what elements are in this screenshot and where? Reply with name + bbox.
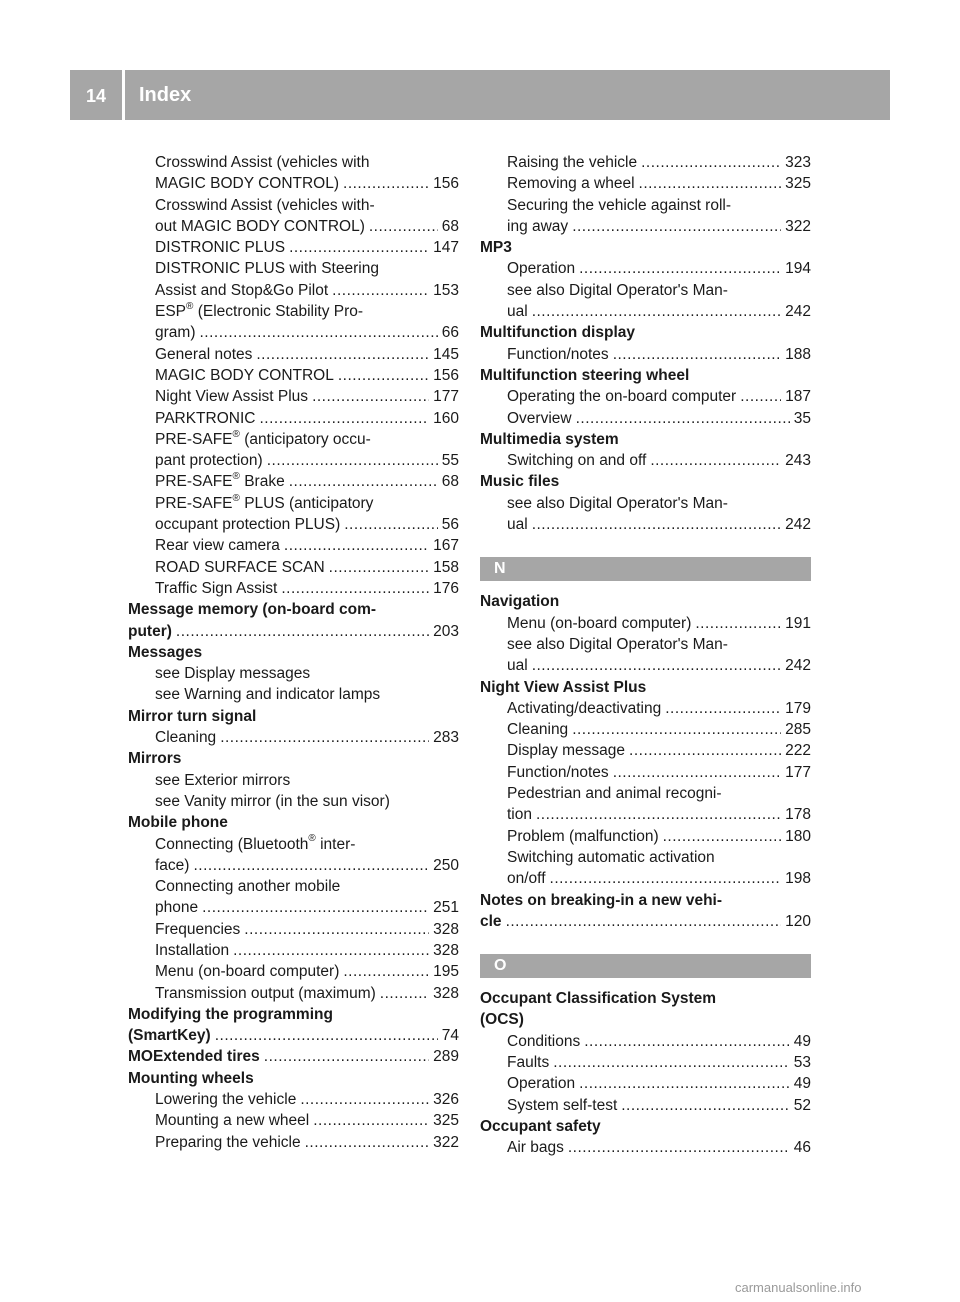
index-heading <box>128 1004 459 1025</box>
leader-dots <box>572 216 781 237</box>
entry-text: Connecting (Bluetooth® inter- <box>155 833 356 853</box>
entry-text: Message memory (on-board com- <box>128 601 377 619</box>
entry-text: Conditions <box>507 1032 581 1050</box>
index-entry <box>128 152 459 173</box>
page-reference: 251 <box>433 899 459 917</box>
leader-dots <box>305 1132 430 1153</box>
page-reference: 326 <box>433 1091 459 1109</box>
page-reference: 160 <box>433 409 459 427</box>
entry-text: (OCS) <box>480 1011 524 1029</box>
index-entry <box>128 897 459 918</box>
leader-dots <box>176 621 429 642</box>
entry-text: Faults <box>507 1053 550 1071</box>
index-entry <box>480 613 811 634</box>
index-entry <box>480 634 811 655</box>
index-entry <box>480 719 811 740</box>
index-entry <box>128 557 459 578</box>
entry-text: PRE-SAFE® (anticipatory occu- <box>155 428 371 448</box>
entry-text: Cleaning <box>155 729 217 747</box>
entry-text: Operating the on-board computer <box>507 388 737 406</box>
entry-text: see Exterior mirrors <box>155 771 291 789</box>
index-entry <box>480 301 811 322</box>
entry-text: Night View Assist Plus <box>155 388 309 406</box>
entry-text: Preparing the vehicle <box>155 1133 301 1151</box>
leader-dots <box>256 344 429 365</box>
leader-dots <box>553 1052 790 1073</box>
leader-dots <box>312 386 429 407</box>
index-entry <box>128 301 459 322</box>
index-heading <box>128 748 459 769</box>
leader-dots <box>281 578 429 599</box>
index-entry <box>128 876 459 897</box>
leader-dots <box>202 897 429 918</box>
page-reference: 198 <box>785 870 811 888</box>
index-entry <box>480 408 811 429</box>
leader-dots <box>329 557 429 578</box>
page-reference: 46 <box>793 1139 811 1157</box>
index-heading <box>480 429 811 450</box>
page-reference: 242 <box>785 303 811 321</box>
entry-text: cle <box>480 912 502 930</box>
index-entry <box>128 1089 459 1110</box>
page-header <box>70 70 890 120</box>
index-entry <box>128 1132 459 1153</box>
entry-text: System self-test <box>507 1096 618 1114</box>
entry-text: pant protection) <box>155 452 263 470</box>
index-heading <box>128 642 459 663</box>
watermark: carmanualsonline.info <box>735 1280 862 1295</box>
entry-text: Menu (on-board computer) <box>507 614 692 632</box>
entry-text: Display message <box>507 742 626 760</box>
entry-text: Overview <box>507 409 572 427</box>
entry-text: PARKTRONIC <box>155 409 256 427</box>
entry-text: Navigation <box>480 593 560 611</box>
leader-dots <box>639 173 782 194</box>
entry-text: Activating/deactivating <box>507 699 662 717</box>
entry-text: DISTRONIC PLUS with Steering <box>155 260 379 278</box>
leader-dots <box>613 762 781 783</box>
index-entry <box>128 195 459 216</box>
entry-text: gram) <box>155 324 196 342</box>
page-reference: 167 <box>433 537 459 555</box>
page-reference: 177 <box>785 763 811 781</box>
index-entry <box>128 450 459 471</box>
leader-dots <box>584 1031 790 1052</box>
page-reference: 242 <box>785 657 811 675</box>
index-entry <box>480 655 811 676</box>
entry-text: see also Digital Operator's Man- <box>507 635 728 653</box>
page-reference: 222 <box>785 742 811 760</box>
entry-text: see Vanity mirror (in the sun visor) <box>155 792 390 810</box>
index-entry <box>128 791 459 812</box>
leader-dots <box>244 919 429 940</box>
index-entry <box>128 727 459 748</box>
page-reference: 55 <box>441 452 459 470</box>
page-number: 14 <box>70 70 125 120</box>
index-heading <box>480 591 811 612</box>
entry-text: Mirrors <box>128 750 182 768</box>
entry-text: ROAD SURFACE SCAN <box>155 558 325 576</box>
leader-dots <box>193 855 429 876</box>
entry-text: MP3 <box>480 239 512 257</box>
entry-text: Mounting a new wheel <box>155 1112 310 1130</box>
entry-text: Pedestrian and animal recogni- <box>507 785 722 803</box>
entry-text: see Display messages <box>155 665 311 683</box>
index-entry <box>128 386 459 407</box>
leader-dots <box>695 613 781 634</box>
leader-dots <box>215 1025 438 1046</box>
index-entry <box>128 855 459 876</box>
leader-dots <box>629 740 781 761</box>
index-heading <box>480 911 811 932</box>
entry-text: ual <box>507 303 528 321</box>
page-reference: 66 <box>441 324 459 342</box>
index-entry <box>480 804 811 825</box>
index-entry <box>480 493 811 514</box>
page-reference: 147 <box>433 239 459 257</box>
index-entry <box>480 740 811 761</box>
index-entry <box>480 514 811 535</box>
leader-dots <box>259 408 429 429</box>
leader-dots <box>369 216 438 237</box>
index-heading <box>128 1068 459 1089</box>
entry-text: Raising the vehicle <box>507 154 638 171</box>
index-entry <box>128 258 459 279</box>
index-entry <box>128 919 459 940</box>
section-letter-n: N <box>480 557 811 581</box>
index-entry <box>480 868 811 889</box>
entry-text: Transmission output (maximum) <box>155 984 376 1002</box>
index-entry <box>128 961 459 982</box>
leader-dots <box>572 719 781 740</box>
entry-text: out MAGIC BODY CONTROL) <box>155 217 365 235</box>
entry-text: Night View Assist Plus <box>480 678 647 696</box>
leader-dots <box>532 514 781 535</box>
entry-text: Traffic Sign Assist <box>155 579 278 597</box>
page-reference: 156 <box>433 175 459 193</box>
page-reference: 176 <box>433 579 459 597</box>
entry-text: Assist and Stop&Go Pilot <box>155 281 329 299</box>
entry-text: Modifying the programming <box>128 1005 333 1023</box>
entry-text: MAGIC BODY CONTROL) <box>155 175 340 193</box>
entry-text: face) <box>155 856 190 874</box>
index-entry <box>480 826 811 847</box>
index-entry <box>128 684 459 705</box>
index-entry <box>480 1073 811 1094</box>
leader-dots <box>380 983 429 1004</box>
index-entry <box>480 450 811 471</box>
entry-text: Lowering the vehicle <box>155 1091 297 1109</box>
index-entry <box>128 535 459 556</box>
entry-text: Function/notes <box>507 345 609 363</box>
page-reference: 322 <box>785 217 811 235</box>
entry-text: Air bags <box>507 1139 564 1157</box>
index-entry <box>480 258 811 279</box>
leader-dots <box>332 280 429 301</box>
entry-text: see also Digital Operator's Man- <box>507 494 728 512</box>
entry-text: PRE-SAFE® Brake <box>155 471 285 491</box>
page-reference: 177 <box>433 388 459 406</box>
page-reference: 194 <box>785 260 811 278</box>
entry-text: Frequencies <box>155 920 241 938</box>
index-heading <box>480 677 811 698</box>
entry-text: Occupant safety <box>480 1117 601 1135</box>
leader-dots <box>641 152 781 173</box>
index-entry <box>128 471 459 492</box>
leader-dots <box>576 408 790 429</box>
page-title: Index <box>139 83 192 106</box>
index-entry <box>480 344 811 365</box>
index-heading <box>480 988 811 1009</box>
index-entry <box>128 365 459 386</box>
leader-dots <box>532 301 781 322</box>
page-reference: 325 <box>785 175 811 193</box>
leader-dots <box>343 173 429 194</box>
index-entry <box>128 663 459 684</box>
leader-dots <box>267 450 438 471</box>
index-entry <box>128 514 459 535</box>
page-reference: 156 <box>433 366 459 384</box>
leader-dots <box>300 1089 429 1110</box>
entry-text: Switching automatic activation <box>507 848 715 866</box>
entry-text: Operation <box>507 1075 576 1093</box>
leader-dots <box>550 868 782 889</box>
entry-text: ESP® (Electronic Stability Pro- <box>155 300 364 321</box>
entry-text: Cleaning <box>507 721 569 739</box>
entry-text: DISTRONIC PLUS <box>155 239 286 257</box>
index-entry <box>128 1110 459 1131</box>
index-entry <box>128 173 459 194</box>
entry-text: Function/notes <box>507 763 609 781</box>
entry-text: see also Digital Operator's Man- <box>507 281 728 299</box>
index-entry <box>128 770 459 791</box>
index-entry <box>480 762 811 783</box>
entry-text: tion <box>507 806 532 824</box>
index-entry <box>128 408 459 429</box>
entry-text: PRE-SAFE® PLUS (anticipatory <box>155 492 374 512</box>
index-entry <box>128 280 459 301</box>
leader-dots <box>740 386 781 407</box>
index-heading <box>480 322 811 343</box>
leader-dots <box>313 1110 429 1131</box>
index-heading <box>480 1009 811 1030</box>
page-reference: 328 <box>433 941 459 959</box>
page-reference: 74 <box>441 1027 459 1045</box>
leader-dots <box>568 1137 790 1158</box>
index-heading <box>480 1116 811 1137</box>
index-heading <box>128 706 459 727</box>
leader-dots <box>579 258 781 279</box>
page-reference: 195 <box>433 963 459 981</box>
page-reference: 53 <box>793 1053 811 1071</box>
leader-dots <box>289 237 429 258</box>
leader-dots <box>650 450 781 471</box>
index-entry <box>480 847 811 868</box>
entry-text: MOExtended tires <box>128 1048 260 1066</box>
entry-text: Operation <box>507 260 576 278</box>
entry-text: see Warning and indicator lamps <box>155 686 381 704</box>
page-reference: 145 <box>433 345 459 363</box>
page-reference: 153 <box>433 281 459 299</box>
index-entry <box>480 216 811 237</box>
entry-text: Removing a wheel <box>507 175 635 193</box>
entry-text: Securing the vehicle against roll- <box>507 196 732 214</box>
index-heading <box>128 599 459 620</box>
entry-text: Music files <box>480 473 560 491</box>
index-heading <box>128 812 459 833</box>
page-reference: 178 <box>785 806 811 824</box>
entry-text: General notes <box>155 345 253 363</box>
entry-text: ual <box>507 657 528 675</box>
entry-text: occupant protection PLUS) <box>155 516 341 534</box>
index-entry <box>128 493 459 514</box>
entry-text: ing away <box>507 217 569 235</box>
entry-text: Crosswind Assist (vehicles with <box>155 154 370 171</box>
page-reference: 180 <box>785 827 811 845</box>
page-reference: 328 <box>433 984 459 1002</box>
index-entry <box>480 173 811 194</box>
leader-dots <box>579 1073 790 1094</box>
entry-text: on/off <box>507 870 546 888</box>
entry-text: (SmartKey) <box>128 1027 211 1045</box>
page-reference: 283 <box>433 729 459 747</box>
leader-dots <box>344 514 438 535</box>
entry-text: Problem (malfunction) <box>507 827 659 845</box>
page-reference: 289 <box>433 1048 459 1066</box>
index-heading <box>128 1046 459 1067</box>
page-reference: 322 <box>433 1133 459 1151</box>
page-reference: 191 <box>785 614 811 632</box>
section-letter-o: O <box>480 954 811 978</box>
entry-text: Rear view camera <box>155 537 280 555</box>
page-reference: 35 <box>793 409 811 427</box>
leader-dots <box>289 471 438 492</box>
page-reference: 52 <box>793 1096 811 1114</box>
entry-text: Occupant Classification System <box>480 990 717 1008</box>
index-heading <box>480 365 811 386</box>
page-reference: 243 <box>785 452 811 470</box>
entry-text: phone <box>155 899 199 917</box>
index-heading <box>480 471 811 492</box>
index-entry <box>128 834 459 855</box>
entry-text: MAGIC BODY CONTROL <box>155 366 334 384</box>
entry-text: Menu (on-board computer) <box>155 963 340 981</box>
page-reference: 49 <box>793 1032 811 1050</box>
index-entry <box>128 216 459 237</box>
index-entry <box>128 983 459 1004</box>
page-reference: 68 <box>441 473 459 491</box>
page-reference: 323 <box>785 154 811 171</box>
page-reference: 179 <box>785 699 811 717</box>
page-reference: 328 <box>433 920 459 938</box>
leader-dots <box>233 940 429 961</box>
index-entry <box>480 280 811 301</box>
leader-dots <box>284 535 429 556</box>
entry-text: Notes on breaking-in a new vehi- <box>480 891 723 909</box>
entry-text: Messages <box>128 643 203 661</box>
entry-text: Mobile phone <box>128 814 228 832</box>
index-entry <box>480 152 811 173</box>
index-entry <box>480 195 811 216</box>
leader-dots <box>665 698 781 719</box>
index-heading <box>128 1025 459 1046</box>
page-reference: 49 <box>793 1075 811 1093</box>
entry-text: Mounting wheels <box>128 1069 254 1087</box>
page-reference: 120 <box>785 912 811 930</box>
leader-dots <box>220 727 429 748</box>
index-entry <box>128 344 459 365</box>
page-reference: 285 <box>785 721 811 739</box>
page-reference: 250 <box>433 856 459 874</box>
index-entry <box>128 578 459 599</box>
page-reference: 158 <box>433 558 459 576</box>
entry-text: Mirror turn signal <box>128 707 257 725</box>
leader-dots <box>264 1046 429 1067</box>
index-heading <box>128 621 459 642</box>
page-reference: 188 <box>785 345 811 363</box>
leader-dots <box>621 1095 790 1116</box>
index-heading <box>480 890 811 911</box>
entry-text: Switching on and off <box>507 452 647 470</box>
index-entry <box>480 1031 811 1052</box>
entry-text: Multifunction steering wheel <box>480 366 690 384</box>
entry-text: Multimedia system <box>480 430 619 448</box>
page-reference: 68 <box>441 217 459 235</box>
page-reference: 203 <box>433 622 459 640</box>
index-column-right <box>480 152 811 1158</box>
index-entry <box>480 1095 811 1116</box>
entry-text: Installation <box>155 941 230 959</box>
index-heading <box>480 237 811 258</box>
leader-dots <box>199 322 437 343</box>
leader-dots <box>663 826 782 847</box>
index-entry <box>480 1137 811 1158</box>
index-entry <box>128 322 459 343</box>
index-entry <box>128 237 459 258</box>
entry-text: Connecting another mobile <box>155 878 341 896</box>
index-entry <box>480 386 811 407</box>
entry-text: ual <box>507 516 528 534</box>
entry-text: puter) <box>128 622 172 640</box>
leader-dots <box>506 911 782 932</box>
index-entry <box>128 429 459 450</box>
index-column-left <box>128 152 459 1153</box>
leader-dots <box>343 961 429 982</box>
index-entry <box>480 1052 811 1073</box>
leader-dots <box>536 804 781 825</box>
index-entry <box>480 698 811 719</box>
page-reference: 242 <box>785 516 811 534</box>
entry-text: Crosswind Assist (vehicles with- <box>155 196 375 214</box>
page-reference: 56 <box>441 516 459 534</box>
index-entry <box>128 940 459 961</box>
page-reference: 187 <box>785 388 811 406</box>
index-entry <box>480 783 811 804</box>
entry-text: Multifunction display <box>480 324 635 342</box>
page-reference: 325 <box>433 1112 459 1130</box>
leader-dots <box>338 365 429 386</box>
leader-dots <box>532 655 781 676</box>
leader-dots <box>613 344 781 365</box>
